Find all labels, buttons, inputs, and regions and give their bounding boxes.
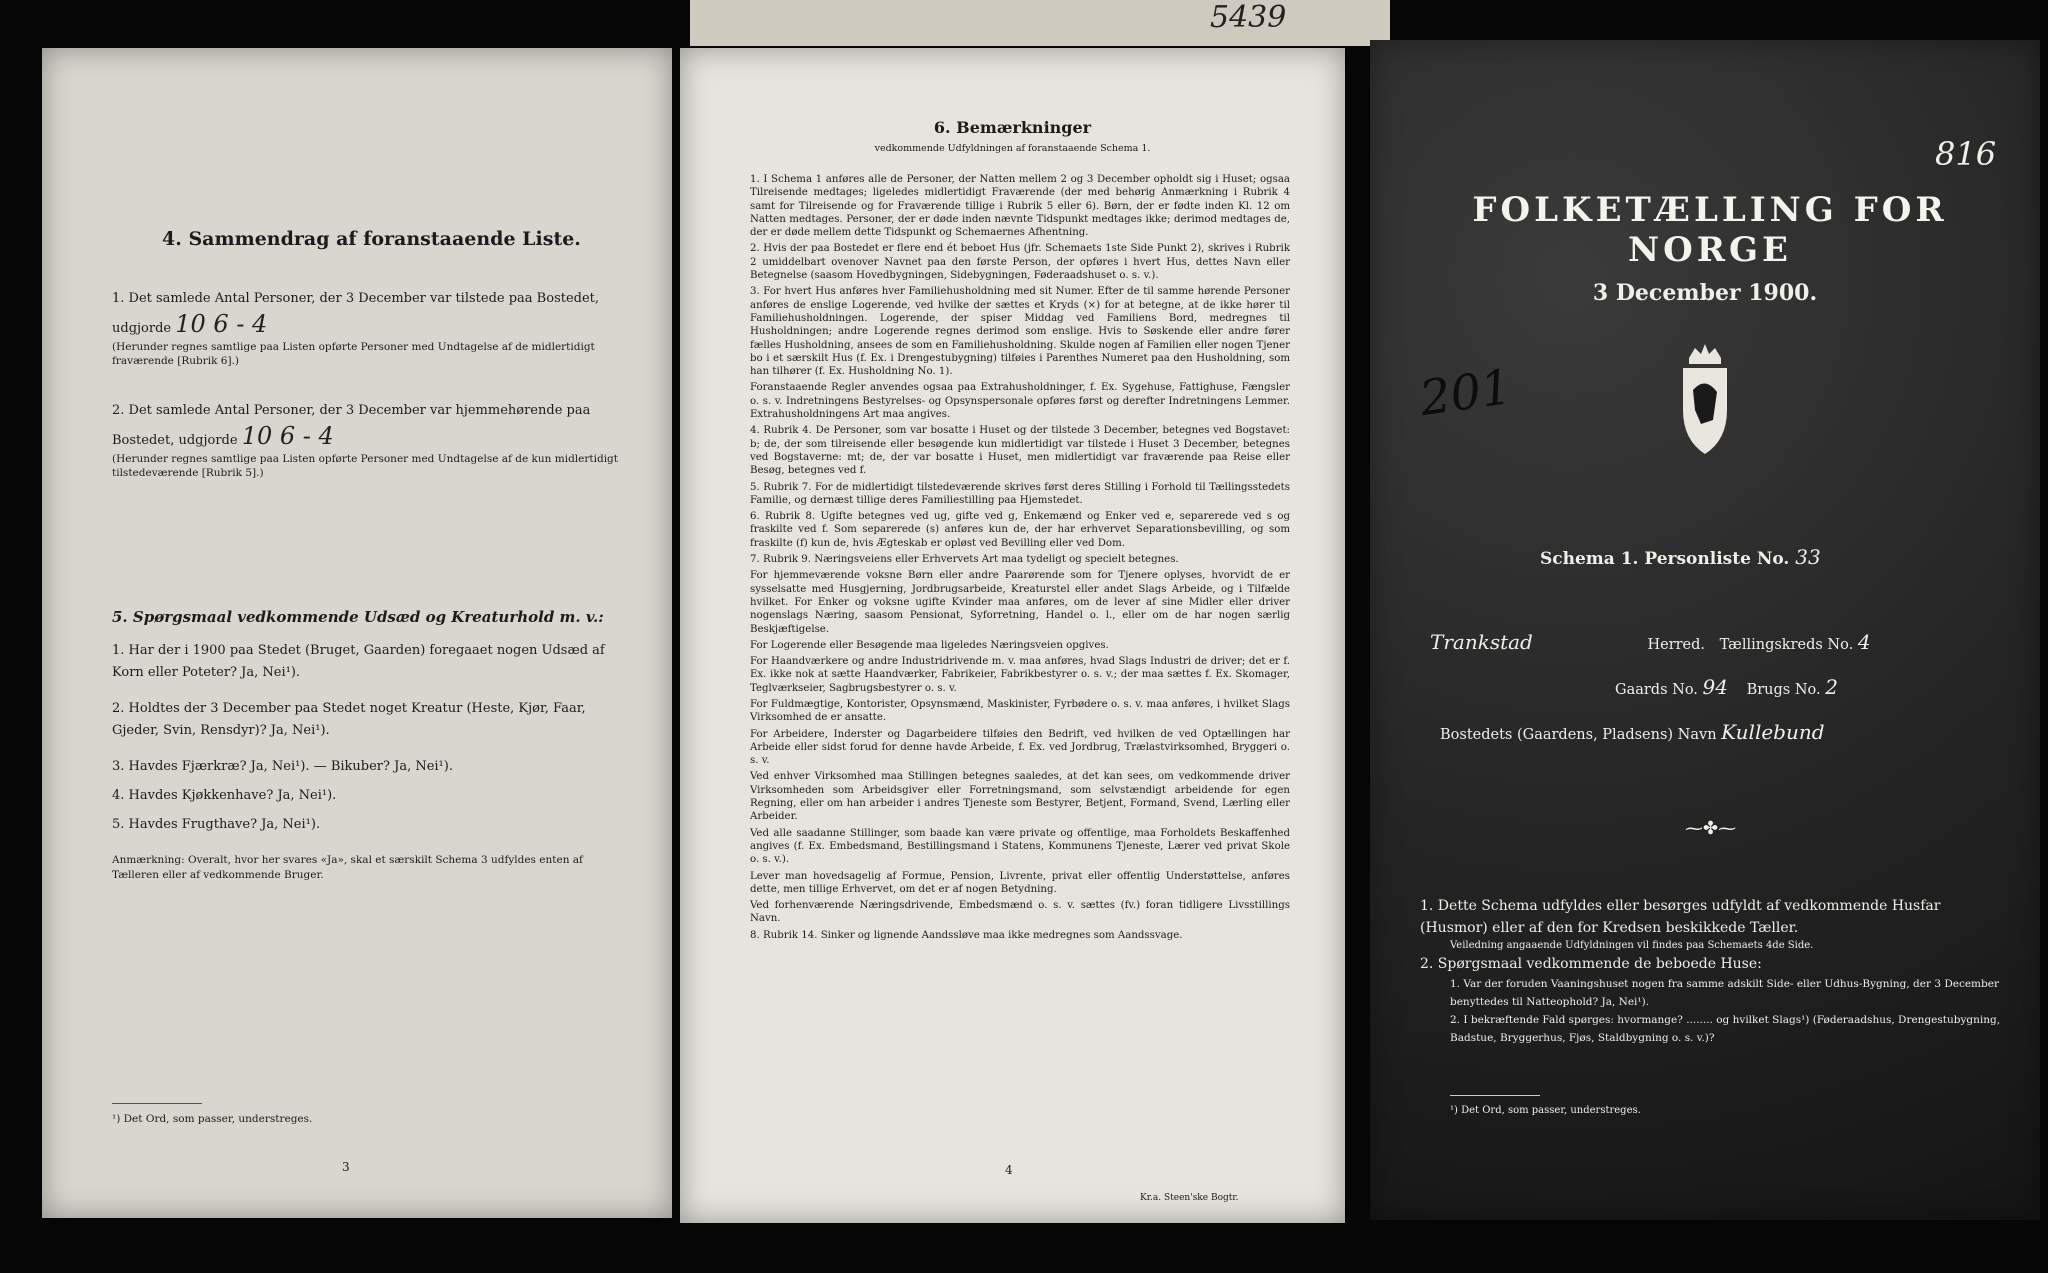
q2-text: 2. Det samlede Antal Personer, der 3 December var hjemmehørende paa Bostedet, udgjorde	[112, 403, 591, 448]
q2-note: (Herunder regnes samtlige paa Listen opførte Personer med Undtagelse af de kun midlertidigt tilstedeværende [Rubrik 5].)	[112, 453, 618, 479]
s5-question-2: 2. Holdtes der 3 December paa Stedet noget Kreatur (Heste, Kjør, Faar, Gjeder, Svin, Rensdyr)? Ja, Nei¹).	[112, 701, 586, 738]
bosted-value: Kullebund	[1721, 720, 1825, 744]
remarks-title: 6. Bemærkninger	[933, 118, 1092, 137]
remark-item: 8. Rubrik 14. Sinker og lignende Aandssløve maa ikke medregnes som Aandssvage.	[750, 929, 1183, 941]
remark-item: Ved enhver Virksomhed maa Stillingen betegnes saaledes, at det kan sees, om vedkommende driver Virksomheden som Arbeidsgiver eller Forretningsmand, som selvstændigt arbeidende for egen Regning, eller om han arbeider i andres Tjeneste som Bestyrer, Betjent, Formand, Svend, Lærling eller Arbeider.	[750, 771, 1290, 823]
remark-item: For Haandværkere og andre Industridrivende m. v. maa anføres, hvad Slags Industri de driver; det er f. Ex. ikke nok at sætte Haandværker, Fabrikeier, Fabrikbestyrer o. s. v.; der maa sættes f. Ex. Skomager, Teglværkseier, Sagbrugsbestyrer o. s. v.	[750, 656, 1290, 694]
footnote-rule	[1450, 1095, 1540, 1096]
page-number: 3	[342, 1160, 350, 1174]
instruction-2b: 2. I bekræftende Fald spørges: hvormange? ........ og hvilket Slags¹) (Føderaadshus, Drengestubygning, Badstue, Bryggerhus, Fjøs, Staldbygning o. s. v.)?	[1450, 1014, 2001, 1044]
remark-item: 7. Rubrik 9. Næringsveiens eller Erhvervets Art maa tydeligt og specielt betegnes.	[750, 554, 1179, 566]
krets-value: 4	[1857, 630, 1871, 654]
s5-question-3: 3. Havdes Fjærkræ? Ja, Nei¹). — Bikuber? Ja, Nei¹).	[112, 759, 453, 774]
remark-item: 3. For hvert Hus anføres hver Familiehusholdning med sit Numer. Efter de til samme hørende Personer anføres de enslige Logerende, ved hvilke der sættes et Kryds (×) for at betegne, at de ikke hører til Familiehusholdningen. Logerende, der spiser Middag ved Familiens Bord, medregnes til Husholdningen; andre Logerende regnes derimod som enslige. Hvis to Søskende eller andre fører fælles Husholdning, ansees de som en Familiehusholdning. Skulde nogen af Familien eller nogen Tjener bo i et særskilt Hus (f. Ex. i Drengestubygning) tilføies i Parenthes Numeret paa den Husholdning, som han tilhører (f. Ex. Husholdning No. 1).	[750, 286, 1290, 378]
remark-item: For Fuldmægtige, Kontorister, Opsynsmænd, Maskinister, Fyrbødere o. s. v. maa anføres, i hvilket Slags Virksomhed de er ansatte.	[750, 698, 1290, 724]
bosted-label: Bostedets (Gaardens, Pladsens) Navn	[1440, 727, 1717, 743]
q1-text: 1. Det samlede Antal Personer, der 3 December var tilstede paa Bostedet, udgjorde	[112, 291, 600, 336]
norway-coat-of-arms-icon	[1675, 340, 1735, 460]
page-1-cover	[1370, 40, 2040, 1220]
instruction-1: 1. Dette Schema udfyldes eller besørges udfyldt af vedkommende Husfar (Husmor) eller af den for Kredsen beskikkede Tæller.	[1420, 898, 1941, 936]
q2-handwritten-values: 10 6 - 4	[241, 422, 334, 450]
instructions	[1420, 895, 2010, 1047]
remark-item: Ved forhenværende Næringsdrivende, Embedsmænd o. s. v. sættes (fv.) foran tidligere Livsstillings Navn.	[750, 900, 1290, 925]
page-4	[680, 48, 1345, 1223]
remark-item: Foranstaaende Regler anvendes ogsaa paa Extrahusholdninger, f. Ex. Sygehuse, Fattighuse, Fængsler o. s. v. Indretningens Bestyrelses- og Opsynspersonale opføres først og derefter Indretningens Lemmer. Extrahusholdningens Art maa angives.	[750, 382, 1290, 421]
remark-item: For hjemmeværende voksne Børn eller andre Paarørende som for Tjenere oplyses, hvorvidt de er sysselsatte med Husgjerning, Jordbrugsarbeide, Kreaturstel eller andet Slags Arbeide, og i Tilfælde hvilket. For Enker og voksne ugifte Kvinder maa anføres, om de lever af sine Midler eller driver nogenslags Næring, saasom Pensionat, Syforretning, Handel o. l., eller om de har nogen særlig Beskjæftigelse.	[750, 570, 1290, 635]
summary-title: 4. Sammendrag af foranstaaende Liste.	[162, 228, 581, 250]
s5-question-1: 1. Har der i 1900 paa Stedet (Bruget, Gaarden) foregaaet nogen Udsæd af Korn eller Poteter? Ja, Nei¹).	[112, 643, 605, 680]
remark-item: 6. Rubrik 8. Ugifte betegnes ved ug, gifte ved g, Enkemænd og Enker ved e, separerede ved s og fraskilte ved f. Som separerede (s) anføres kun de, der har erhvervet Separationsbevilling, og som fraskilte (f) kun de, hvis Ægteskab er opløst ved Bevilling eller ved Dom.	[750, 511, 1290, 549]
page-3	[42, 48, 672, 1218]
remark-item: For Arbeidere, Inderster og Dagarbeidere tilføies den Bedrift, ved hvilken de ved Optællingen har Arbeide eller sidst forud for denne havde Arbeide, f. Ex. ved Jordbrug, Trælastvirksomhed, Bryggeri o. s. v.	[750, 728, 1290, 767]
remark-note: Anmærkning: Overalt, hvor her svares «Ja», skal et særskilt Schema 3 udfyldes enten af Tælleren eller af vedkommende Bruger.	[112, 854, 583, 881]
summary-question-1	[112, 288, 622, 368]
gaards-line	[1615, 675, 1838, 699]
footnote: ¹) Det Ord, som passer, understreges.	[1450, 1105, 1641, 1116]
q1-note: (Herunder regnes samtlige paa Listen opførte Personer med Undtagelse af de midlertidigt fraværende [Rubrik 6].)	[112, 341, 595, 367]
herred-line	[1430, 630, 2010, 654]
instruction-2a: 1. Var der foruden Vaaningshuset nogen fra samme adskilt Side- eller Udhus-Bygning, der 3 December benyttedes til Natteophold? Ja, Nei¹).	[1450, 978, 1999, 1008]
ornament-divider: ⁓✤⁓	[1685, 818, 1737, 839]
footnote: ¹) Det Ord, som passer, understreges.	[112, 1113, 313, 1125]
remark-item: For Logerende eller Besøgende maa ligeledes Næringsveien opgives.	[750, 639, 1109, 651]
printer-imprint: Kr.a. Steen'ske Bogtr.	[1140, 1193, 1239, 1203]
summary-question-2	[112, 400, 622, 480]
remarks-list	[750, 173, 1290, 945]
s5-question-5: 5. Havdes Frugthave? Ja, Nei¹).	[112, 817, 321, 832]
handwritten-id-number: 816	[1935, 135, 1997, 173]
census-date: 3 December 1900.	[1592, 280, 1818, 306]
page-number: 4	[1005, 1163, 1013, 1177]
q1-handwritten-values: 10 6 - 4	[175, 310, 268, 338]
remark-item: 5. Rubrik 7. For de midlertidigt tilstedeværende skrives først deres Stilling i Forhold til Tællingsstedets Familie, og dernæst tillige deres Familiestilling paa Hjemstedet.	[750, 481, 1290, 506]
brugs-value: 2	[1825, 675, 1838, 699]
krets-label: Tællingskreds No.	[1719, 637, 1854, 653]
remark-item: Lever man hovedsagelig af Formue, Pension, Livrente, privat eller offentlig Understøttelse, anføres dette, men tillige Erhvervet, om det er af nogen Betydning.	[750, 870, 1290, 895]
herred-value: Trankstad	[1430, 630, 1533, 654]
remark-item: Ved alle saadanne Stillinger, som baade kan være private og offentlige, maa Forholdets Beskaffenhed angives (f. Ex. Embedsmand, Bestillingsmand i Statens, Kommunens Tjeneste, Lærer ved privat Skole o. s. v.).	[750, 827, 1290, 866]
margin-handwriting: 201	[1416, 358, 1516, 428]
s5-question-4: 4. Havdes Kjøkkenhave? Ja, Nei¹).	[112, 788, 337, 803]
footnote-rule	[112, 1103, 202, 1104]
instruction-1-sub: Veiledning angaaende Udfyldningen vil findes paa Schemaets 4de Side.	[1450, 940, 1814, 951]
herred-label: Herred.	[1647, 637, 1706, 653]
census-title: FOLKETÆLLING FOR NORGE	[1472, 190, 1948, 270]
section-5-title: 5. Spørgsmaal vedkommende Udsæd og Kreaturhold m. v.:	[112, 608, 604, 626]
schema-number: 33	[1795, 545, 1821, 569]
bosted-line	[1440, 720, 1825, 744]
remark-item: 1. I Schema 1 anføres alle de Personer, der Natten mellem 2 og 3 December opholdt sig i Huset; ogsaa Tilreisende medtages; ligeledes midlertidigt Fraværende (der med behørig Anmærkning i Rubrik 4 samt for Tilreisende og for Fraværende tillige i Rubrik 5 eller 6). Børn, der er fødte inden Kl. 12 om Natten medtages. Personer, der er døde inden nævnte Tidspunkt medtages ikke; derimod medtages de, der er døde mellem dette Tidspunkt og Schemaernes Afhentning.	[750, 174, 1290, 239]
brugs-label: Brugs No.	[1746, 682, 1821, 698]
archive-stamp: 5439	[1210, 0, 1287, 35]
instruction-2: 2. Spørgsmaal vedkommende de beboede Huse:	[1420, 956, 1762, 972]
gaards-value: 94	[1702, 675, 1728, 699]
gaards-label: Gaards No.	[1615, 682, 1698, 698]
remarks-subtitle: vedkommende Udfyldningen af foranstaaende Schema 1.	[874, 143, 1151, 154]
schema-label: Schema 1. Personliste No.	[1540, 549, 1790, 569]
remark-item: 4. Rubrik 4. De Personer, som var bosatte i Huset og der tilstede 3 December, betegnes ved Bogstavet: b; de, der som tilreisende eller besøgende kun midlertidigt var tilstede i Huset 3 December, betegnes ved Bogstaverne: mt; de, der var bosatte i Huset, men midlertidigt var fraværende paa Reise eller Besøg, betegnes ved f.	[750, 425, 1290, 477]
remark-item: 2. Hvis der paa Bostedet er flere end ét beboet Hus (jfr. Schemaets 1ste Side Punkt 2), skrives i Rubrik 2 umiddelbart ovenover Navnet paa den første Person, der opføres i hvert Hus, dettes Navn eller Betegnelse (saasom Hovedbygningen, Sidebygningen, Føderaadshuset o. s. v.).	[750, 243, 1290, 282]
schema-label-line	[1540, 545, 1821, 569]
